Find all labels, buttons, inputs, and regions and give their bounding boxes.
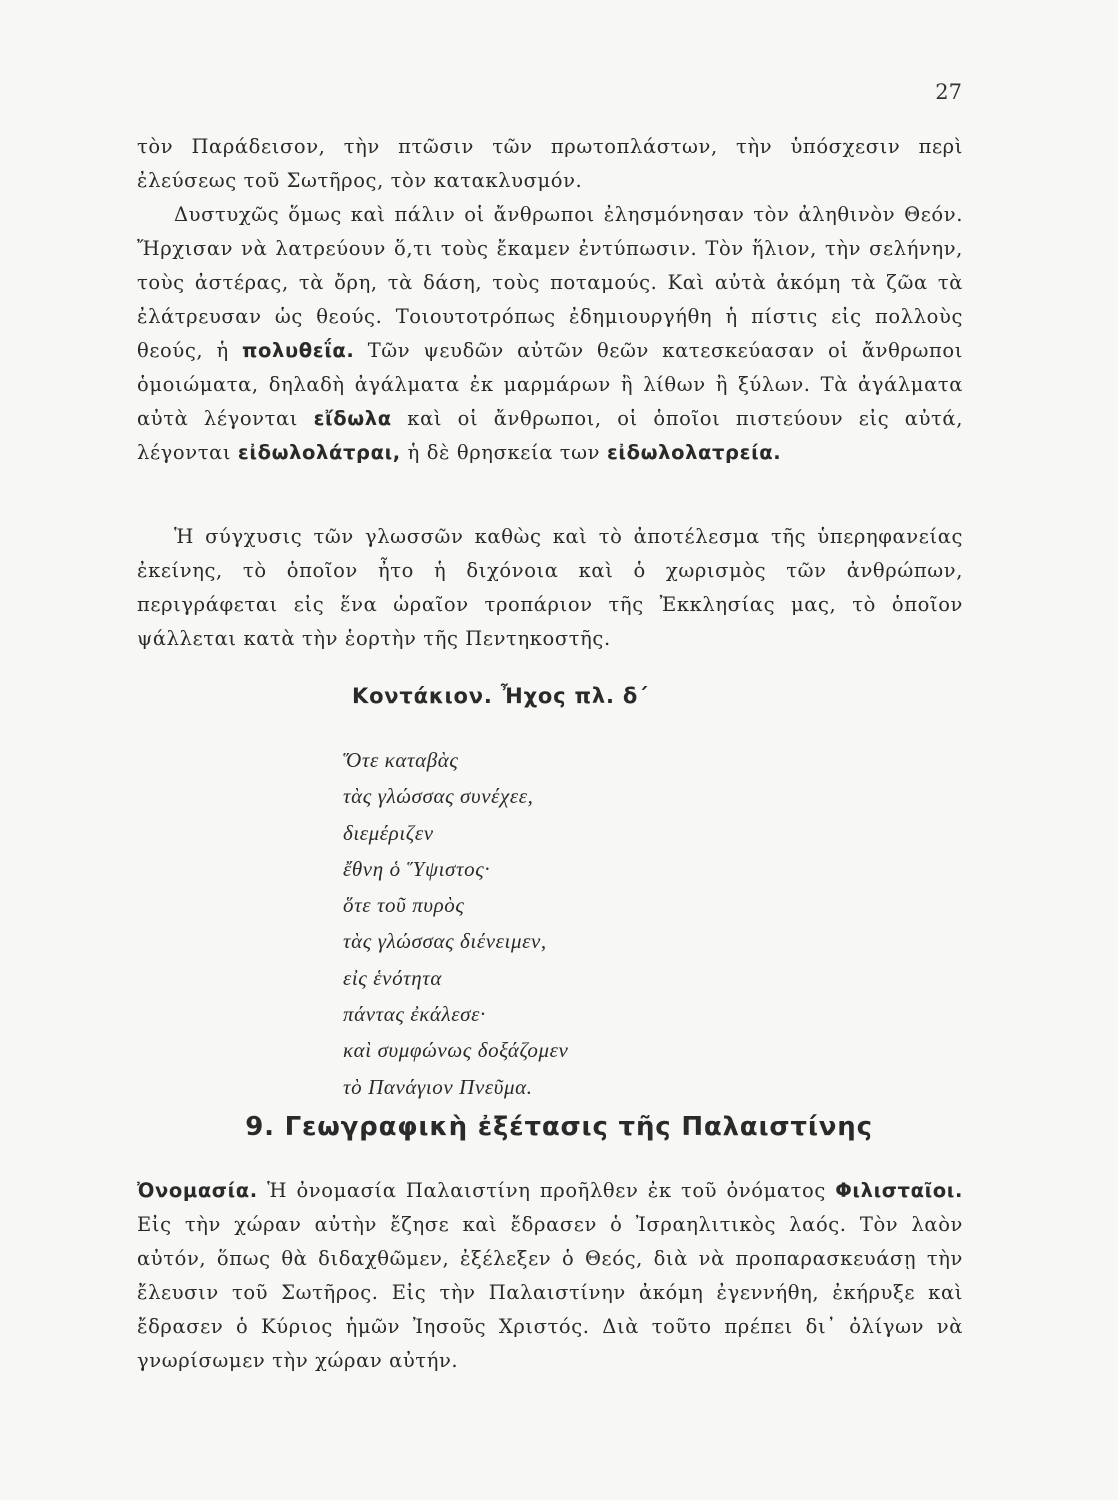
paragraph-polytheism-text-4: ἡ δὲ θρησκεία των (400, 441, 607, 464)
verse-line: διεμέριζεν (343, 820, 434, 845)
verse-line: τὰς γλώσσας διένειμεν, (343, 929, 547, 954)
term-idols: εἴδωλα (313, 407, 392, 430)
verse-line: ἔθνη ὁ Ὕψιστος· (343, 856, 491, 881)
verse-line: εἰς ἑνότητα (343, 965, 443, 990)
verse-line: καὶ συμφώνως δοξάζομεν (343, 1038, 569, 1063)
hymn-name: Κοντάκιον. (352, 684, 493, 708)
term-idolaters: εἰδωλολάτραι, (237, 441, 401, 464)
term-polytheism: πολυθεΐα. (242, 339, 355, 362)
hymn-mode: Ἦχος πλ. δ΄ (500, 684, 649, 708)
paragraph-polytheism (137, 198, 963, 470)
term-philistines: Φιλισταῖοι. (835, 1179, 963, 1202)
verse-line: ὅτε τοῦ πυρὸς (343, 893, 465, 918)
paragraph-naming-text-2: Εἰς τὴν χώραν αὐτὴν ἔζησε καὶ ἔδρασεν ὁ Ἰσραηλιτικὸς λαός. Τὸν λαὸν αὐτόν, ὅπως θὰ διδαχθῶμεν, ἐξέλεξεν ὁ Θεός, διὰ νὰ προπαρασκευάσῃ τὴν ἔλευσιν τοῦ Σωτῆρος. Εἰς τὴν Παλαιστίνην ἀκόμη ἐγεννήθη, ἐκήρυξε καὶ ἔδρασεν ὁ Κύριος ἡμῶν Ἰησοῦς Χριστός. Διὰ τοῦτο πρέπει δι᾽ ὀλίγων νὰ γνωρίσωμεν τὴν χώραν αὐτήν. (137, 1213, 963, 1372)
paragraph-polytheism-text-3: καὶ οἱ ἄνθρωποι, οἱ ὁποῖοι πιστεύουν εἰς αὐτά, λέγονται (137, 407, 963, 464)
hymn-title (352, 684, 648, 708)
paragraph-polytheism-text-1: Δυστυχῶς ὅμως καὶ πάλιν οἱ ἄνθρωποι ἐλησμόνησαν τὸν ἀληθινὸν Θεόν. Ἤρχισαν νὰ λατρεύουν ὅ,τι τοὺς ἔκαμεν ἐντύπωσιν. Τὸν ἥλιον, τὴν σελήνην, τοὺς ἀστέρας, τὰ ὄρη, τὰ δάση, τοὺς ποταμούς. Καὶ αὐτὰ ἀκόμη τὰ ζῶα τὰ ἐλάτρευσαν ὡς θεούς. Τοιουτοτρόπως ἐδημιουργήθη ἡ πίστις εἰς πολλοὺς θεούς, ἡ (137, 203, 963, 362)
term-idolatry: εἰδωλολατρεία. (606, 441, 782, 464)
paragraph-intro: τὸν Παράδεισον, τὴν πτῶσιν τῶν πρωτοπλάστων, τὴν ὑπόσχεσιν περὶ ἐλεύσεως τοῦ Σωτῆρος, τὸν κατακλυσμόν. (137, 135, 963, 192)
hymn-verse (343, 742, 568, 1105)
verse-line: πάντας ἐκάλεσε· (343, 1002, 486, 1027)
verse-line: τὸ Πανάγιον Πνεῦμα. (343, 1074, 533, 1099)
label-naming: Ὀνομασία. (137, 1179, 258, 1202)
page-number: 27 (935, 80, 962, 104)
paragraph-confusion-of-tongues: Ἡ σύγχυσις τῶν γλωσσῶν καθὼς καὶ τὸ ἀποτέλεσμα τῆς ὑπερηφανείας ἐκείνης, τὸ ὁποῖον ἦτο ἡ διχόνοια καὶ ὁ χωρισμὸς τῶν ἀνθρώπων, περιγράφεται εἰς ἕνα ὡραῖον τροπάριον τῆς Ἐκκλησίας μας, τὸ ὁποῖον ψάλλεται κατὰ τὴν ἑορτὴν τῆς Πεντηκοστῆς. (137, 525, 963, 650)
paragraph-naming (137, 1174, 963, 1378)
paragraph-naming-text-1: Ἡ ὀνομασία Παλαιστίνη προῆλθεν ἐκ τοῦ ὀνόματος (257, 1179, 836, 1202)
section-heading: 9. Γεωγραφικὴ ἐξέτασις τῆς Παλαιστίνης (245, 1112, 873, 1142)
verse-line: τὰς γλώσσας συνέχεε, (343, 784, 534, 809)
verse-line: Ὅτε καταβὰς (343, 748, 459, 772)
paragraph-polytheism-text-2: Τῶν ψευδῶν αὐτῶν θεῶν κατεσκεύασαν οἱ ἄνθρωποι ὁμοιώματα, δηλαδὴ ἀγάλματα ἐκ μαρμάρων ἢ λίθων ἢ ξύλων. Τὰ ἀγάλματα αὐτὰ λέγονται (137, 339, 963, 430)
